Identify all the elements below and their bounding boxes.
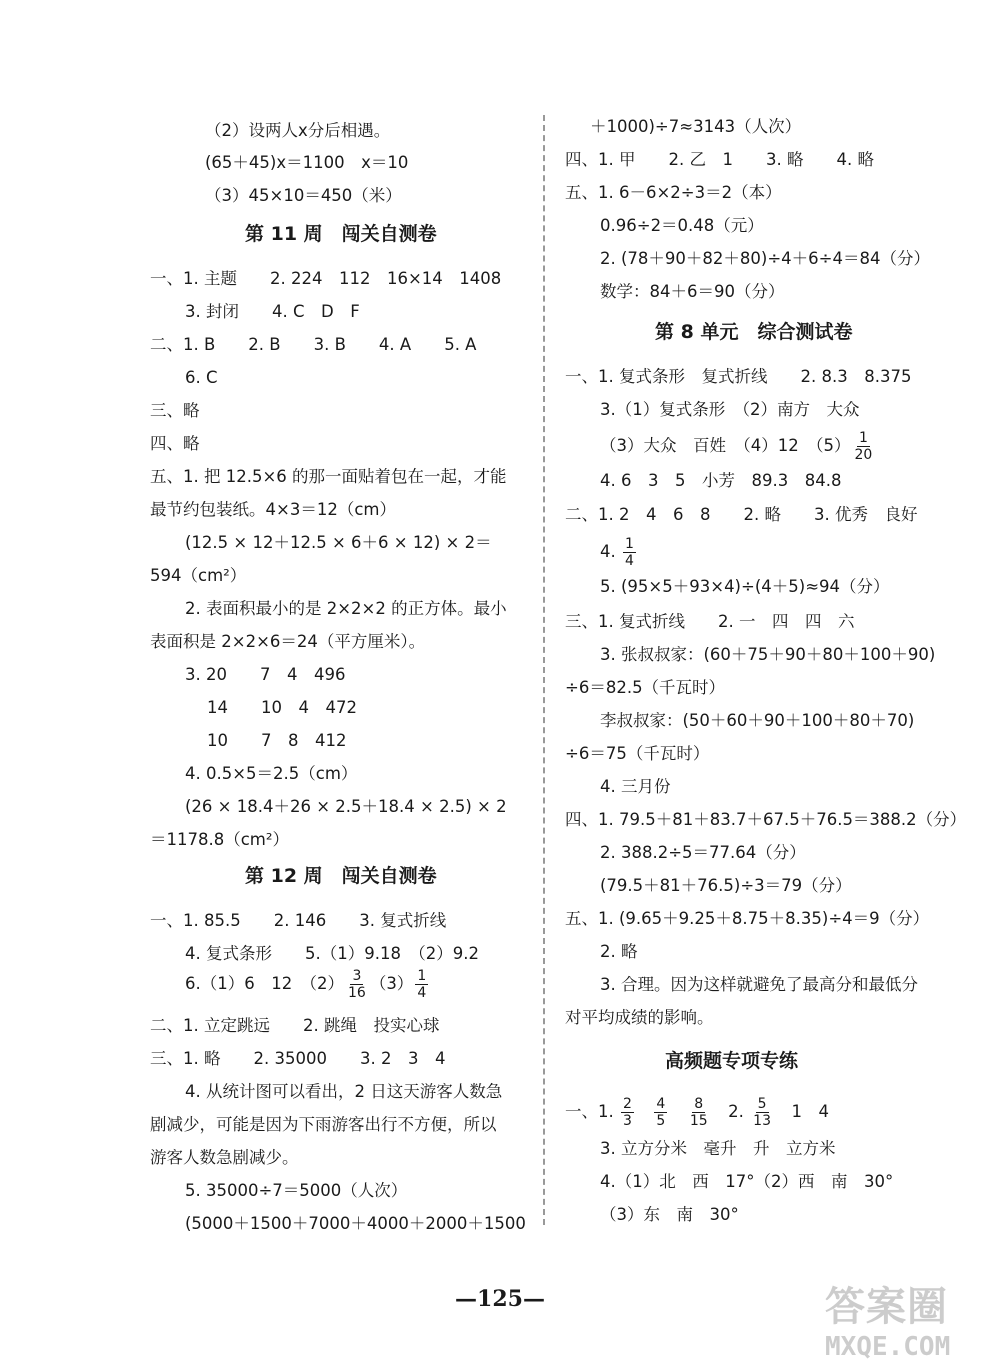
fraction-numerator: 4 <box>656 1096 666 1112</box>
section-heading: 第 12 周 闯关自测卷 <box>245 865 437 887</box>
answer-line: 4. 0.5×5＝2.5（cm） <box>185 764 358 783</box>
answer-line: ÷6＝75（千瓦时） <box>565 744 710 763</box>
answer-line: ÷6＝82.5（千瓦时） <box>565 678 726 697</box>
fraction <box>621 1096 634 1129</box>
answer-line: 五、1. (9.65＋9.25＋8.75＋8.35)÷4＝9（分） <box>565 909 930 928</box>
answer-line: （3）东 南 30° <box>600 1205 739 1224</box>
answer-text: 一、1. <box>565 1102 619 1121</box>
answer-line: 李叔叔家：(50＋60＋90＋100＋80＋70) <box>600 711 915 730</box>
answer-line: 剧减少，可能是因为下雨游客出行不方便，所以 <box>150 1115 497 1134</box>
answer-line: 2. 388.2÷5＝77.64（分） <box>600 843 806 862</box>
fraction <box>415 968 428 1001</box>
answer-line: 四、1. 甲 2. 乙 1 3. 略 4. 略 <box>565 150 874 169</box>
page-number: —125— <box>455 1286 545 1312</box>
fraction-numerator: 1 <box>417 968 427 984</box>
answer-line: 10 7 8 412 <box>207 731 347 750</box>
fraction-denominator: 4 <box>625 553 634 569</box>
answer-line: (26 × 18.4＋26 × 2.5＋18.4 × 2.5) × 2 <box>185 797 507 816</box>
answer-line: 2. 略 <box>600 942 638 961</box>
watermark-logo <box>825 1275 975 1362</box>
answer-line: ＝1178.8（cm²） <box>150 830 289 849</box>
spacer <box>669 1102 686 1121</box>
answer-line-fractions <box>600 430 876 463</box>
answer-line: 最节约包装纸。4×3＝12（cm） <box>150 500 396 519</box>
answer-line: 三、1. 略 2. 35000 3. 2 3 4 <box>150 1049 446 1068</box>
fraction-numerator: 8 <box>694 1096 704 1112</box>
fraction-denominator: 3 <box>623 1113 632 1129</box>
answer-line: 3. 20 7 4 496 <box>185 665 346 684</box>
spacer <box>636 1102 653 1121</box>
fraction-numerator: 1 <box>625 536 634 552</box>
answer-line: 4. 三月份 <box>600 777 671 796</box>
answer-line: 二、1. B 2. B 3. B 4. A 5. A <box>150 335 477 354</box>
answer-line: (65＋45)x＝1100 x＝10 <box>205 153 409 172</box>
fraction-numerator: 1 <box>858 430 868 446</box>
answer-line: 一、1. 85.5 2. 146 3. 复式折线 <box>150 911 447 930</box>
answer-line: 14 10 4 472 <box>207 698 357 717</box>
answer-line: （2）设两人x分后相遇。 <box>205 121 391 140</box>
fraction-denominator: 20 <box>854 447 873 463</box>
answer-line: 3. 张叔叔家：(60＋75＋90＋80＋100＋90) <box>600 645 936 664</box>
section-heading: 第 11 周 闯关自测卷 <box>245 223 437 245</box>
fraction-denominator: 15 <box>689 1113 708 1129</box>
answer-line-fractions <box>600 536 638 569</box>
answer-line: 594（cm²） <box>150 566 247 585</box>
answer-line: 二、1. 立定跳远 2. 跳绳 投实心球 <box>150 1016 440 1035</box>
answer-line: 四、1. 79.5＋81＋83.7＋67.5＋76.5＝388.2（分） <box>565 810 967 829</box>
answer-line: 3. 合理。因为这样就避免了最高分和最低分 <box>600 975 918 994</box>
fraction-numerator: 2 <box>623 1096 632 1112</box>
watermark-url: MXQE.COM <box>825 1332 951 1362</box>
watermark-logo-text: 答案圈 <box>825 1284 948 1330</box>
answer-line: 游客人数急剧减少。 <box>150 1148 299 1167</box>
column-divider <box>543 115 545 1225</box>
answer-line: 2. 表面积最小的是 2×2×2 的正方体。最小 <box>185 599 507 618</box>
answer-line: 3. 立方分米 毫升 升 立方米 <box>600 1139 836 1158</box>
answer-line: 二、1. 2 4 6 8 2. 略 3. 优秀 良好 <box>565 505 918 524</box>
answer-line: 四、略 <box>150 434 200 453</box>
section-heading: 第 8 单元 综合测试卷 <box>655 321 853 343</box>
answer-line: 一、1. 主题 2. 224 112 16×14 1408 <box>150 269 502 288</box>
fraction <box>346 968 368 1001</box>
answer-line: 6. C <box>185 368 218 387</box>
answer-text: 2. <box>711 1102 750 1121</box>
answer-line: (5000＋1500＋7000＋4000＋2000＋1500 <box>185 1214 526 1233</box>
answer-line: 3.（1）复式条形 （2）南方 大众 <box>600 400 860 419</box>
answer-text: （3）大众 百姓 （4）12 （5） <box>600 436 851 455</box>
answer-line-fractions <box>185 968 430 1001</box>
fraction <box>751 1096 773 1129</box>
fraction-denominator: 13 <box>753 1113 771 1129</box>
answer-line-fractions <box>565 1096 829 1129</box>
section-heading: 高频题专项专练 <box>665 1050 799 1072</box>
answer-line: 4.（1）北 西 17°（2）西 南 30° <box>600 1172 894 1191</box>
answer-line: 5. (95×5＋93×4)÷(4＋5)≈94（分） <box>600 577 890 596</box>
answer-line: 五、1. 6－6×2÷3＝2（本） <box>565 183 782 202</box>
answer-line: (79.5＋81＋76.5)÷3＝79（分） <box>600 876 852 895</box>
answer-text: 6.（1）6 12 （2） <box>185 974 344 993</box>
answer-text: （3） <box>369 974 414 993</box>
fraction <box>688 1096 710 1129</box>
answer-line: 表面积是 2×2×6＝24（平方厘米）。 <box>150 632 426 651</box>
answer-line: 4. 从统计图可以看出，2 日这天游客人数急 <box>185 1082 503 1101</box>
fraction-numerator: 3 <box>352 968 362 984</box>
answer-line: 4. 复式条形 5.（1）9.18 （2）9.2 <box>185 944 479 963</box>
answer-line: ＋1000)÷7≈3143（人次） <box>590 117 802 136</box>
answer-line: 4. 6 3 5 小芳 89.3 84.8 <box>600 471 842 490</box>
answer-line: 3. 封闭 4. C D F <box>185 302 360 321</box>
fraction <box>623 536 636 569</box>
answer-line: 数学：84＋6＝90（分） <box>600 282 785 301</box>
answer-line: (12.5 × 12＋12.5 × 6＋6 × 12) × 2＝ <box>185 533 492 552</box>
answer-text: 4. <box>600 542 621 561</box>
fraction <box>654 1096 667 1129</box>
fraction-denominator: 4 <box>417 985 427 1001</box>
answer-text: 1 4 <box>775 1102 829 1121</box>
answer-line: 一、1. 复式条形 复式折线 2. 8.3 8.375 <box>565 367 912 386</box>
answer-line: 对平均成绩的影响。 <box>565 1008 714 1027</box>
fraction <box>853 430 875 463</box>
fraction-denominator: 5 <box>656 1113 666 1129</box>
answer-line: 5. 35000÷7＝5000（人次） <box>185 1181 408 1200</box>
fraction-numerator: 5 <box>757 1096 767 1112</box>
fraction-denominator: 16 <box>347 985 366 1001</box>
answer-line: 三、1. 复式折线 2. 一 四 四 六 <box>565 612 855 631</box>
answer-line: （3）45×10＝450（米） <box>205 186 402 205</box>
answer-line: 三、略 <box>150 401 200 420</box>
answer-line: 0.96÷2＝0.48（元） <box>600 216 764 235</box>
answer-line: 2. (78＋90＋82＋80)÷4＋6÷4＝84（分） <box>600 249 930 268</box>
answer-line: 五、1. 把 12.5×6 的那一面贴着包在一起，才能 <box>150 467 507 486</box>
